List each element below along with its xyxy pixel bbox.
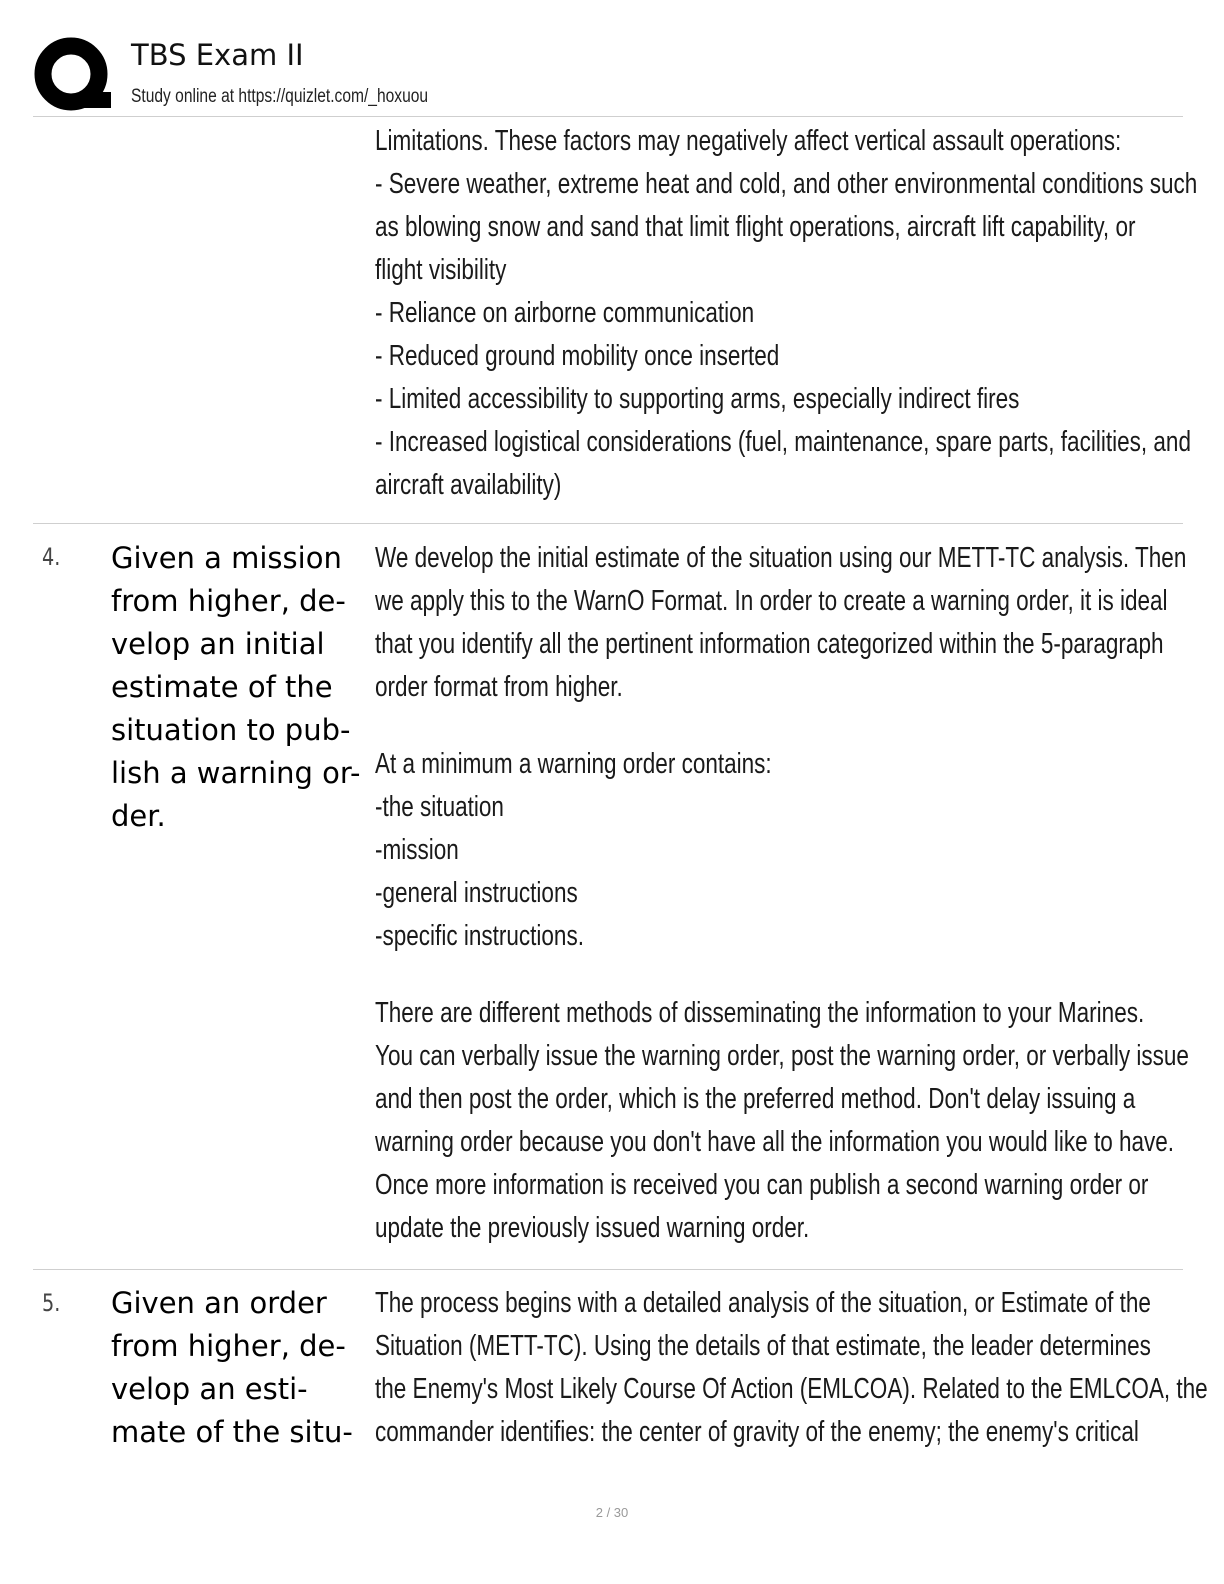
definition-line: the Enemy's Most Likely Course Of Action (EMLCOA). Related to the EMLCOA, the (375, 1373, 1208, 1405)
definition-line: warning order because you don't have all the information you would like to have. (375, 1126, 1175, 1158)
card-definition (375, 1282, 1208, 1454)
quizlet-logo-icon (33, 36, 113, 116)
definition-line: There are different methods of disseminating the information to your Marines. (375, 997, 1145, 1029)
document-title: TBS Exam II (131, 38, 304, 72)
continued-definition (375, 120, 1198, 507)
definition-line: Situation (METT-TC). Using the details of that estimate, the leader determines (375, 1330, 1151, 1362)
definition-line: as blowing snow and sand that limit flight operations, aircraft lift capability, or (375, 211, 1136, 243)
definition-line: - Limited accessibility to supporting arms, especially indirect fires (375, 383, 1020, 415)
definition-line: - Severe weather, extreme heat and cold, and other environmental conditions such (375, 168, 1198, 200)
definition-line: - Increased logistical considerations (fuel, maintenance, spare parts, facilities, and (375, 426, 1191, 458)
definition-line: Once more information is received you can publish a second warning order or (375, 1169, 1149, 1201)
definition-line: flight visibility (375, 254, 507, 286)
divider (33, 1269, 1183, 1270)
definition-line: -specific instructions. (375, 920, 584, 952)
card-number: 4. (42, 543, 61, 571)
definition-line: -general instructions (375, 877, 578, 909)
definition-line: - Reduced ground mobility once inserted (375, 340, 780, 372)
card-definition (375, 537, 1189, 1250)
definition-line: The process begins with a detailed analysis of the situation, or Estimate of the (375, 1287, 1151, 1319)
definition-line: -mission (375, 834, 459, 866)
definition-line: We develop the initial estimate of the situation using our METT-TC analysis. Then (375, 542, 1187, 574)
definition-line: aircraft availability) (375, 469, 562, 501)
definition-line: commander identifies: the center of gravity of the enemy; the enemy's critical (375, 1416, 1139, 1448)
definition-line: order format from higher. (375, 671, 623, 703)
definition-line: -the situation (375, 791, 504, 823)
divider (33, 116, 1183, 117)
definition-line: At a minimum a warning order contains: (375, 748, 772, 780)
page-number: 2 / 30 (595, 1505, 629, 1520)
card-term: Given an order from higher, de- velop an esti- mate of the situ- (111, 1286, 353, 1449)
definition-line: - Reliance on airborne communication (375, 297, 755, 329)
card-term: Given a mission from higher, de- velop an initial estimate of the situation to pub- lish a warning or- der. (111, 541, 361, 833)
definition-line: You can verbally issue the warning order, post the warning order, or verbally issue (375, 1040, 1189, 1072)
card-number: 5. (42, 1289, 61, 1317)
definition-line: Limitations. These factors may negatively affect vertical assault operations: (375, 125, 1122, 157)
document-subtitle: Study online at https://quizlet.com/_hoxuou (131, 86, 429, 107)
definition-line: update the previously issued warning order. (375, 1212, 810, 1244)
definition-line: that you identify all the pertinent information categorized within the 5-paragraph (375, 628, 1164, 660)
definition-line: and then post the order, which is the preferred method. Don't delay issuing a (375, 1083, 1136, 1115)
definition-line: we apply this to the WarnO Format. In order to create a warning order, it is ideal (375, 585, 1168, 617)
document-header (33, 32, 1193, 112)
divider (33, 523, 1183, 524)
